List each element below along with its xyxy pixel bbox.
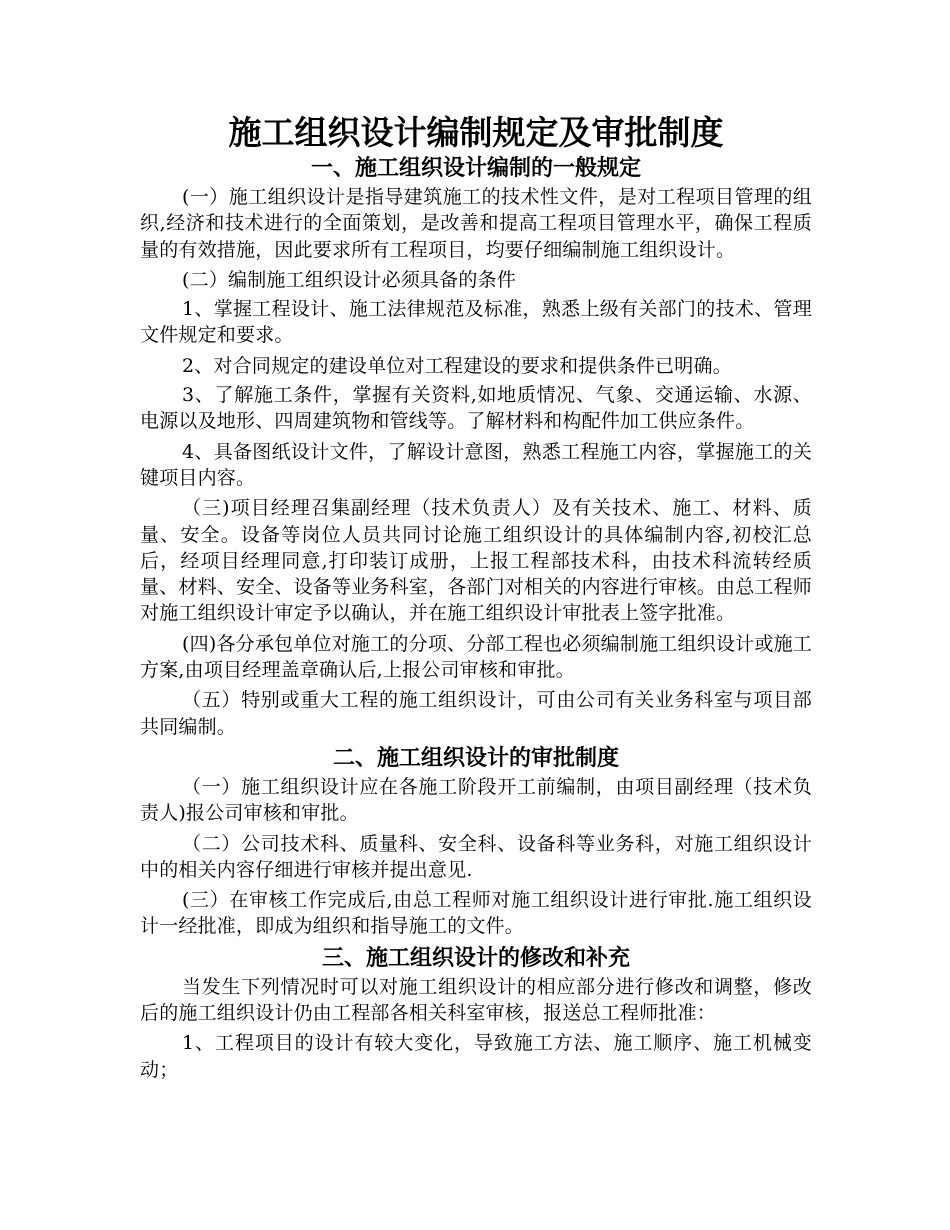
paragraph: (二）编制施工组织设计必须具备的条件 bbox=[182, 268, 517, 291]
paragraph: 1、掌握工程设计、施工法律规范及标准，熟悉上级有关部门的技术、管理文件规定和要求。 bbox=[140, 298, 812, 347]
paragraph: （三)项目经理召集副经理（技术负责人）及有关技术、施工、材料、质量、安全。设备等岗位人员共同讨论施工组织设计的具体编制内容,初校汇总后，经项目经理同意,打印装订成册，上报工程部技术科，由技术科流转经质量、材料、安全、设备等业务科室，各部门对相关的内容进行审核。由总工程师对施工组织设计审定予以确认，并在施工组织设计审批表上签字批准。 bbox=[140, 497, 813, 625]
section-heading: 二、施工组织设计的审批制度 bbox=[332, 744, 619, 771]
paragraph: （一）施工组织设计应在各施工阶段开工前编制，由项目副经理（技术负责人)报公司审核和审批。 bbox=[140, 775, 812, 825]
paragraph: (一）施工组织设计是指导建筑施工的技术性文件，是对工程项目管理的组织,经济和技术进行的全面策划，是改善和提高工程项目管理水平，确保工程质量的有效措施，因此要求所有工程项目，均要仔细编制施工组织设计。 bbox=[140, 186, 812, 261]
paragraph: (四)各分承包单位对施工的分项、分部工程也必须编制施工组织设计或施工方案,由项目经理盖章确认后,上报公司审核和审批。 bbox=[140, 632, 812, 682]
paragraph: 当发生下列情况时可以对施工组织设计的相应部分进行修改和调整，修改后的施工组织设计仍由工程部各相关科室审核，报送总工程师批准： bbox=[140, 975, 812, 1025]
section-heading: 三、施工组织设计的修改和补充 bbox=[321, 944, 630, 971]
section-2 bbox=[140, 744, 812, 940]
section-heading: 一、施工组织设计编制的一般规定 bbox=[310, 155, 641, 181]
paragraph: 3、了解施工条件，掌握有关资料,如地质情况、气象、交通运输、水源、电源以及地形、四周建筑物和管线等。了解材料和构配件加工供应条件。 bbox=[140, 384, 812, 433]
section-3 bbox=[140, 944, 812, 1083]
paragraph: （五）特别或重大工程的施工组织设计，可由公司有关业务科室与项目部共同编制。 bbox=[140, 689, 812, 738]
paragraph: (三）在审核工作完成后,由总工程师对施工组织设计进行审批.施工组织设计一经批准，即成为组织和指导施工的文件。 bbox=[140, 889, 812, 938]
section-1 bbox=[140, 154, 812, 740]
paragraph: 1、工程项目的设计有较大变化，导致施工方法、施工顺序、施工机械变动； bbox=[140, 1032, 812, 1081]
document-page bbox=[140, 112, 812, 1112]
document-title: 施工组织设计编制规定及审批制度 bbox=[228, 113, 724, 152]
paragraph: 2、对合同规定的建设单位对工程建设的要求和提供条件已明确。 bbox=[182, 354, 732, 377]
paragraph: 4、具备图纸设计文件，了解设计意图，熟悉工程施工内容，掌握施工的关键项目内容。 bbox=[140, 440, 812, 489]
paragraph: （二）公司技术科、质量科、安全科、设备科等业务科，对施工组织设计中的相关内容仔细进行审核并提出意见. bbox=[140, 832, 812, 881]
